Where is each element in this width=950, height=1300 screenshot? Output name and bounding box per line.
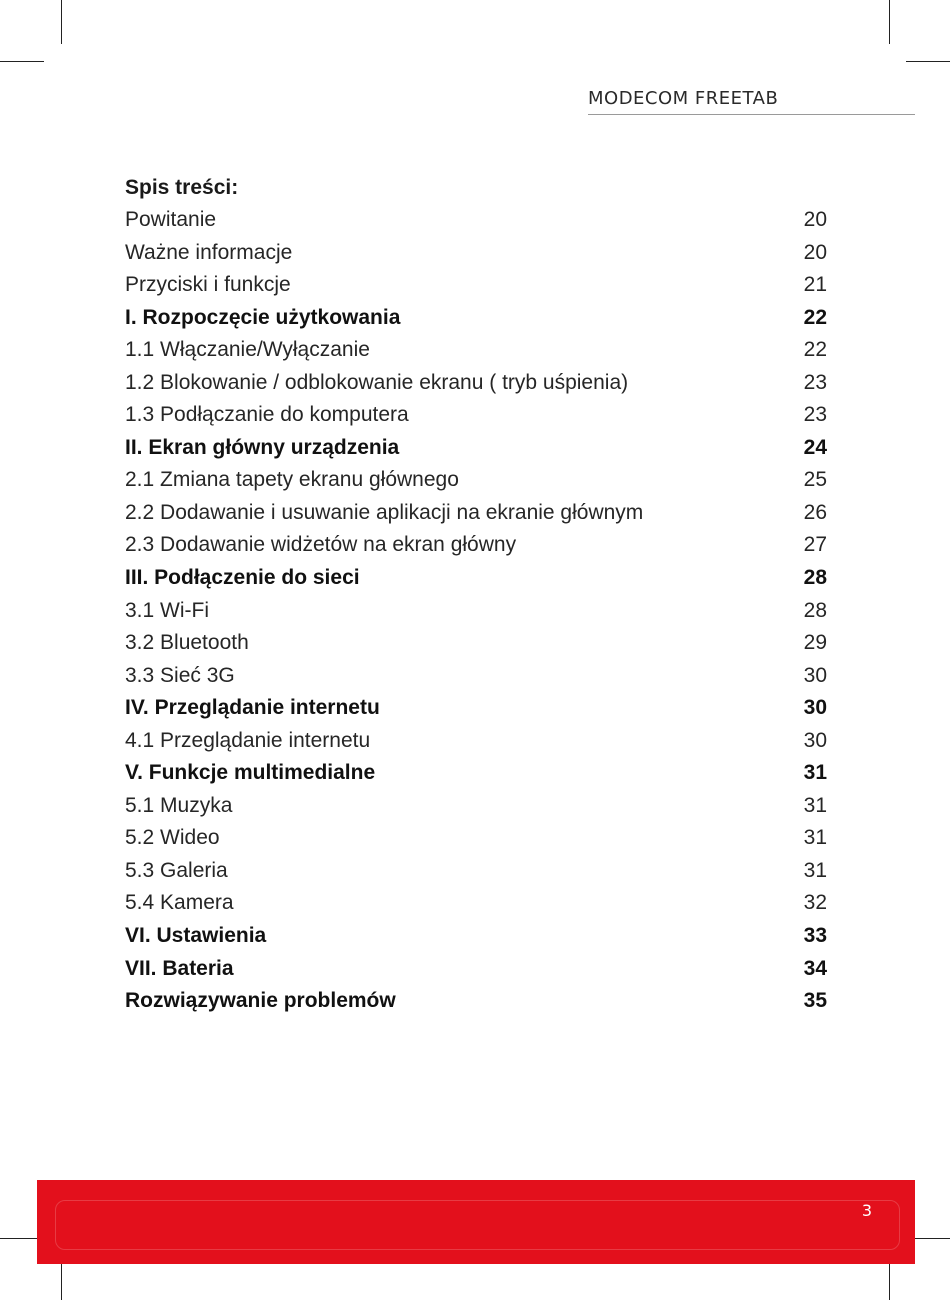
table-of-contents xyxy=(125,171,827,1018)
toc-entry-label: 5.3 Galeria xyxy=(125,858,228,882)
toc-entry-page: 28 xyxy=(803,566,827,590)
toc-entry-label: 5.2 Wideo xyxy=(125,826,220,850)
crop-mark-top-right-vertical xyxy=(889,0,890,44)
toc-entry-page: 34 xyxy=(803,956,827,980)
toc-entry-label: 2.1 Zmiana tapety ekranu głównego xyxy=(125,468,459,492)
toc-entry-label: 1.1 Włączanie/Wyłączanie xyxy=(125,338,370,362)
toc-entry xyxy=(125,302,827,335)
toc-entry-label: I. Rozpoczęcie użytkowania xyxy=(125,305,401,329)
toc-entry-label: Przyciski i funkcje xyxy=(125,273,291,297)
crop-mark-top-left-vertical xyxy=(61,0,62,44)
toc-entry-label: 5.4 Kamera xyxy=(125,891,234,915)
toc-entry-page: 31 xyxy=(803,761,827,785)
toc-entry xyxy=(125,660,827,693)
toc-entry-page: 30 xyxy=(803,663,827,687)
toc-entry-label: V. Funkcje multimedialne xyxy=(125,761,376,785)
toc-entry-page: 30 xyxy=(803,696,827,720)
toc-entry xyxy=(125,204,827,237)
toc-entry xyxy=(125,627,827,660)
toc-entry-label: Powitanie xyxy=(125,208,217,231)
toc-entry-page: 20 xyxy=(803,208,827,231)
toc-entry-page: 31 xyxy=(803,858,827,882)
footer-inner-frame xyxy=(55,1200,900,1250)
toc-entry xyxy=(125,725,827,758)
toc-entry-page: 23 xyxy=(803,370,827,394)
toc-entry-label: 2.3 Dodawanie widżetów na ekran główny xyxy=(125,533,517,557)
toc-entry-label: VI. Ustawienia xyxy=(125,924,267,948)
toc-entry-page: 31 xyxy=(803,826,827,850)
toc-entry xyxy=(125,237,827,270)
toc-entry-page: 28 xyxy=(803,598,827,622)
crop-mark-top-left-horizontal xyxy=(0,61,44,62)
toc-entry-label: 3.1 Wi-Fi xyxy=(125,598,209,622)
toc-entry xyxy=(125,562,827,595)
toc-entry xyxy=(125,529,827,562)
toc-entry-label: IV. Przeglądanie internetu xyxy=(125,696,380,720)
toc-entry-page: 23 xyxy=(803,403,827,427)
header-divider xyxy=(588,114,915,115)
toc-entry xyxy=(125,399,827,432)
toc-entry-label: Ważne informacje xyxy=(125,240,293,264)
toc-entry xyxy=(125,692,827,725)
toc-entry xyxy=(125,920,827,953)
toc-entry-page: 22 xyxy=(803,305,827,329)
toc-entry-page: 35 xyxy=(803,989,827,1013)
toc-entry xyxy=(125,822,827,855)
toc-list xyxy=(125,204,827,1018)
toc-entry xyxy=(125,985,827,1018)
toc-entry xyxy=(125,595,827,628)
page-number: 3 xyxy=(861,1201,873,1220)
toc-entry-page: 21 xyxy=(803,273,827,297)
toc-entry xyxy=(125,464,827,497)
toc-heading: Spis treści: xyxy=(125,176,239,199)
toc-entry-label: 1.2 Blokowanie / odblokowanie ekranu ( tryb uśpienia) xyxy=(125,370,629,394)
toc-entry-page: 26 xyxy=(803,500,827,524)
toc-entry-label: VII. Bateria xyxy=(125,956,234,980)
toc-entry-page: 20 xyxy=(803,240,827,264)
toc-entry-page: 25 xyxy=(803,468,827,492)
toc-entry xyxy=(125,269,827,302)
toc-entry-page: 30 xyxy=(803,728,827,752)
toc-entry-page: 31 xyxy=(803,793,827,817)
toc-entry-label: 1.3 Podłączanie do komputera xyxy=(125,403,409,427)
toc-entry xyxy=(125,497,827,530)
toc-entry xyxy=(125,953,827,986)
crop-mark-top-right-horizontal xyxy=(906,61,950,62)
toc-entry-label: 5.1 Muzyka xyxy=(125,793,233,817)
toc-entry xyxy=(125,334,827,367)
toc-entry-label: Rozwiązywanie problemów xyxy=(125,989,396,1013)
toc-entry-label: 2.2 Dodawanie i usuwanie aplikacji na ekranie głównym xyxy=(125,500,644,524)
toc-entry-label: III. Podłączenie do sieci xyxy=(125,566,360,590)
toc-entry-label: II. Ekran główny urządzenia xyxy=(125,435,400,459)
toc-entry-page: 29 xyxy=(803,631,827,655)
toc-entry-page: 24 xyxy=(803,435,827,459)
toc-entry-label: 3.2 Bluetooth xyxy=(125,631,249,655)
header-brand: MODECOM FREETAB xyxy=(588,88,779,109)
toc-entry xyxy=(125,757,827,790)
toc-entry xyxy=(125,855,827,888)
toc-entry-page: 22 xyxy=(803,338,827,362)
toc-entry-page: 33 xyxy=(803,924,827,948)
toc-entry-label: 3.3 Sieć 3G xyxy=(125,663,235,687)
toc-entry-page: 32 xyxy=(803,891,827,915)
toc-entry xyxy=(125,790,827,823)
toc-entry-label: 4.1 Przeglądanie internetu xyxy=(125,728,371,752)
toc-entry xyxy=(125,887,827,920)
toc-entry-page: 27 xyxy=(803,533,827,557)
toc-entry xyxy=(125,367,827,400)
toc-entry xyxy=(125,432,827,465)
